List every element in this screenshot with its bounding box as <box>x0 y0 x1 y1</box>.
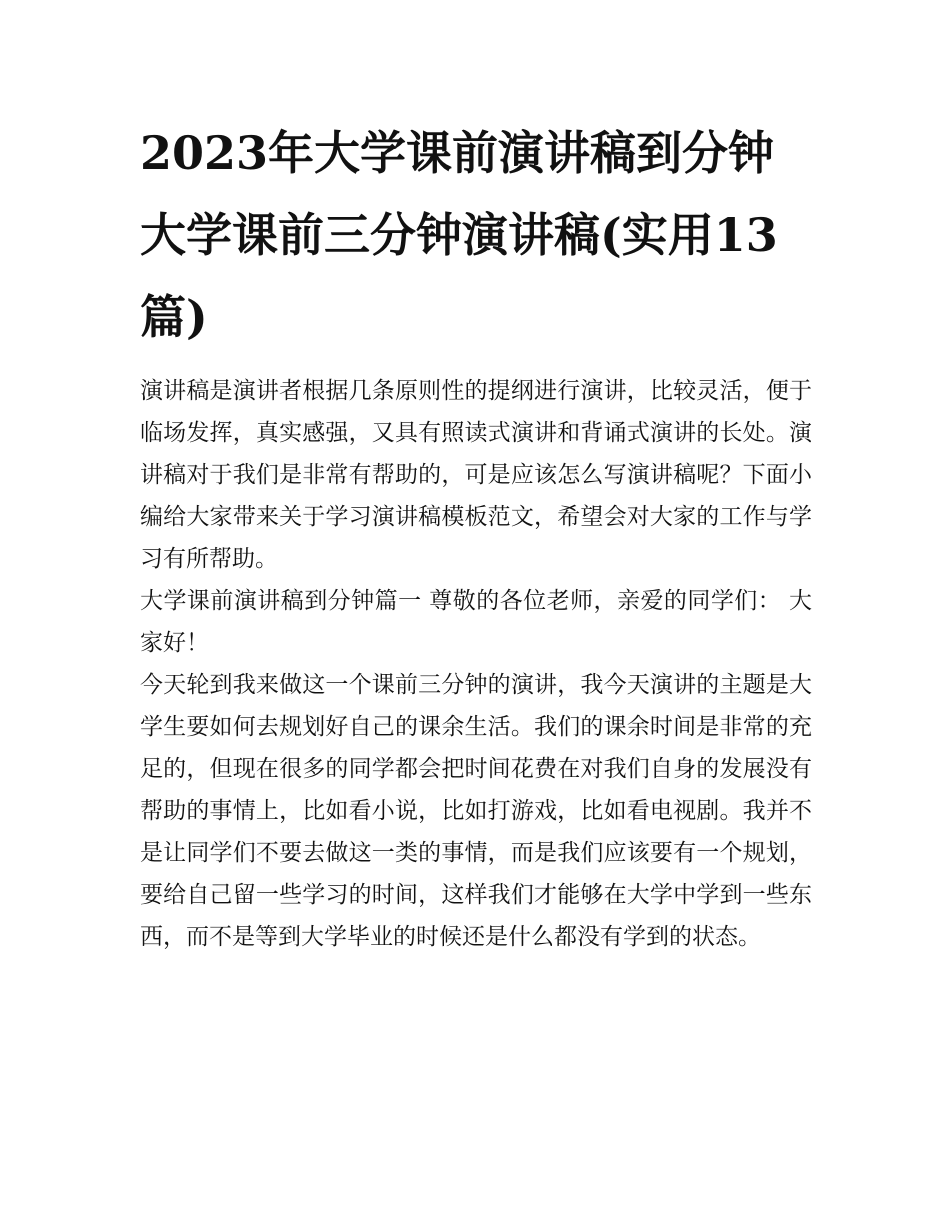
title-spacer <box>140 358 812 370</box>
document-page <box>140 112 812 958</box>
paragraph-section-one-greeting: 大学课前演讲稿到分钟篇一 尊敬的各位老师，亲爱的同学们： 大家好！ <box>140 588 812 656</box>
paragraph-intro: 演讲稿是演讲者根据几条原则性的提纲进行演讲，比较灵活，便于临场发挥，真实感强，又具有照读式演讲和背诵式演讲的长处。演讲稿对于我们是非常有帮助的，可是应该怎么写演讲稿呢？下面小编给大家带来关于学习演讲稿模板范文，希望会对大家的工作与学习有所帮助。 <box>140 378 812 572</box>
paragraph-speech-body: 今天轮到我来做这一个课前三分钟的演讲，我今天演讲的主题是大学生要如何去规划好自己的课余生活。我们的课余时间是非常的充足的，但现在很多的同学都会把时间花费在对我们自身的发展没有帮助的事情上，比如看小说，比如打游戏，比如看电视剧。我并不是让同学们不要去做这一类的事情，而是我们应该要有一个规划，要给自己留一些学习的时间，这样我们才能够在大学中学到一些东西，而不是等到大学毕业的时候还是什么都没有学到的状态。 <box>140 672 812 950</box>
document-title: 2023年大学课前演讲稿到分钟大学课前三分钟演讲稿(实用13篇) <box>140 126 778 344</box>
